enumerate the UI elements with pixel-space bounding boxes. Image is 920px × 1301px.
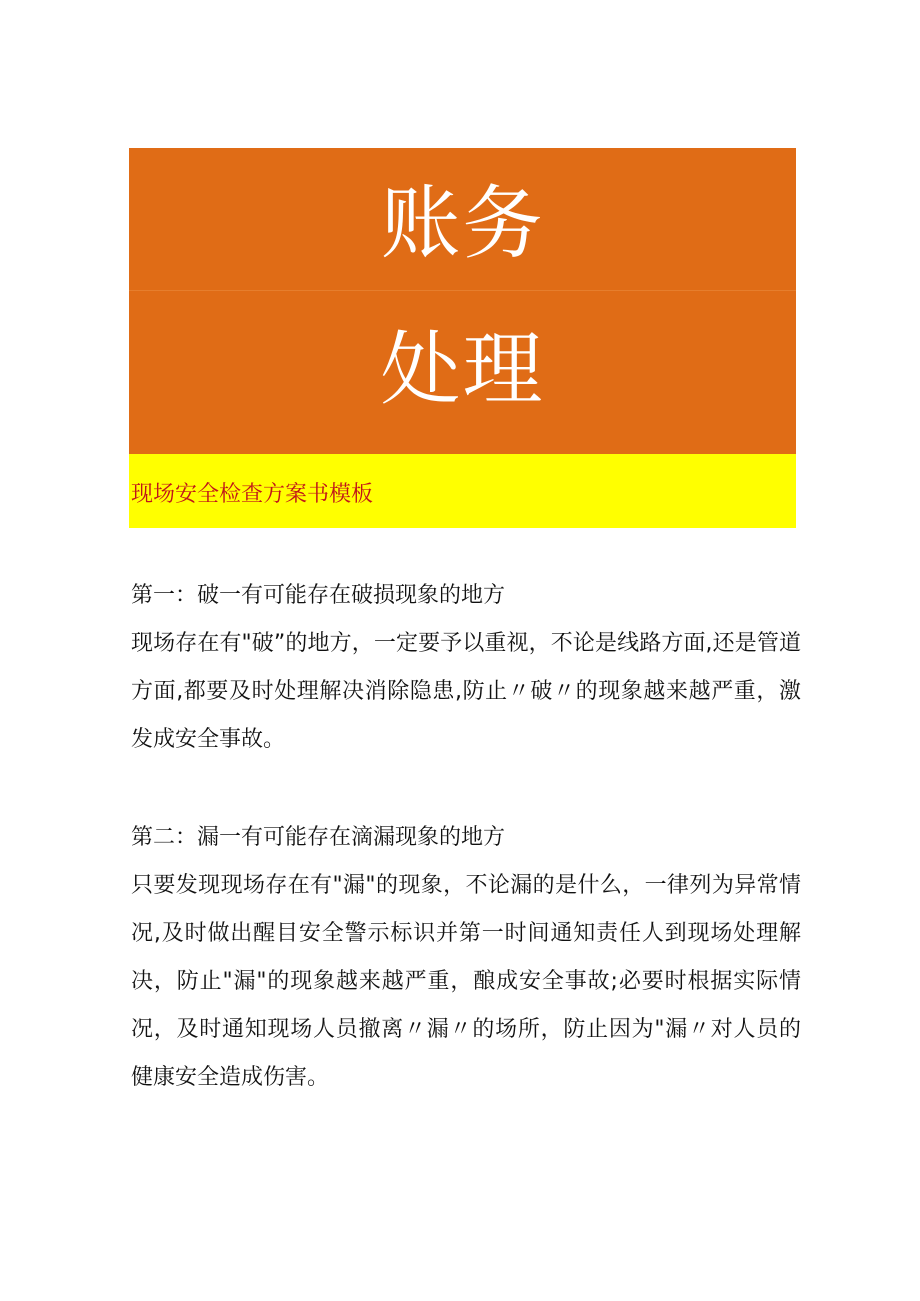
cover-title-line-1: 账务 (380, 177, 545, 270)
section-1-heading: 第一：破一有可能存在破损现象的地方 (131, 583, 506, 608)
section-2-heading: 第二：漏一有可能存在滴漏现象的地方 (131, 825, 506, 850)
section-1 (131, 572, 801, 764)
cover-divider (129, 290, 796, 291)
cover-title-line-2: 处理 (380, 323, 545, 416)
subtitle-band (129, 454, 796, 528)
section-2 (131, 814, 801, 1102)
document-subtitle: 现场安全检查方案书模板 (131, 482, 374, 507)
section-2-body: 只要发现现场存在有"漏"的现象，不论漏的是什么，一律列为异常情况,及时做出醒目安全警示标识并第一时间通知责任人到现场处理解决，防止"漏"的现象越来越严重，酿成安全事故;必要时根据实际情况，及时通知现场人员撤离〃漏〃的场所，防止因为"漏〃对人员的健康安全造成伤害。 (131, 873, 801, 1090)
section-1-body: 现场存在有"破”的地方，一定要予以重视，不论是线路方面,还是管道方面,都要及时处理解决消除隐患,防止〃破〃的现象越来越严重，激发成安全事故。 (131, 631, 801, 752)
